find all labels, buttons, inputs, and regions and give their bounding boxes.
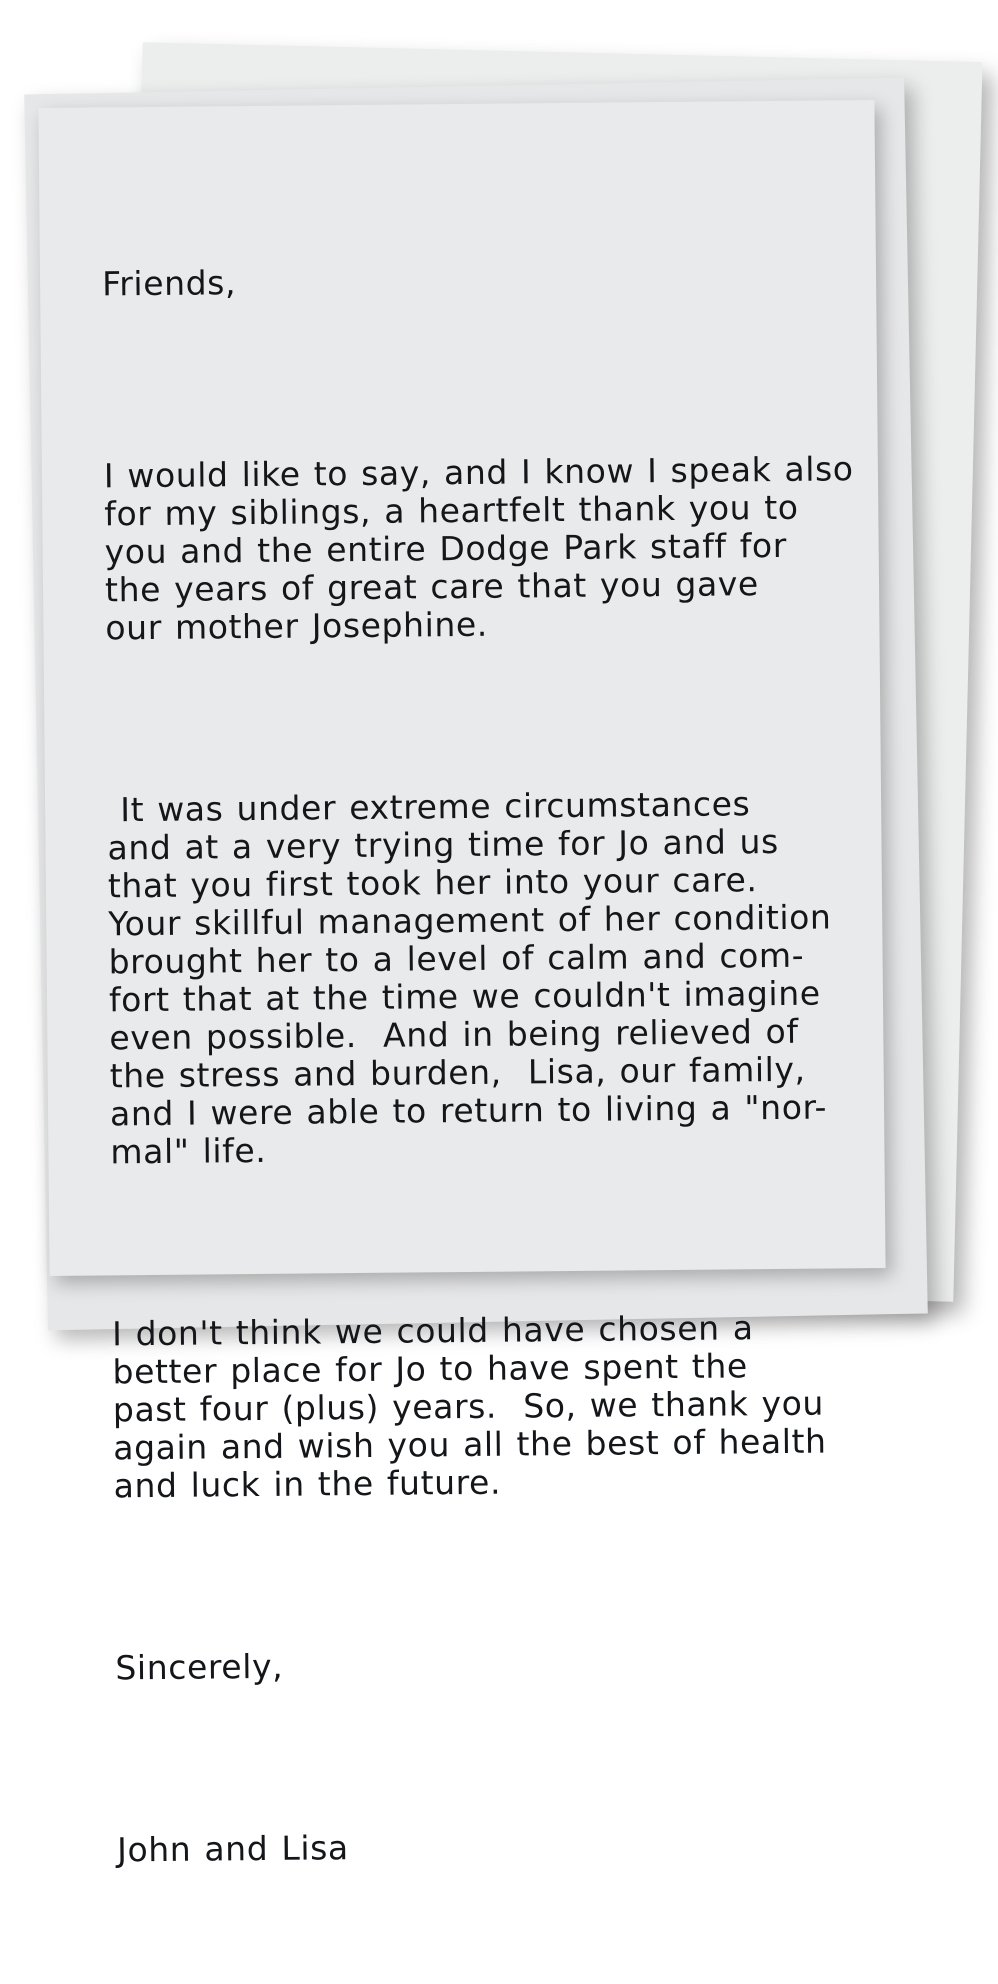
letter-signature: John and Lisa: [116, 1828, 349, 1870]
letter-salutation: Friends,: [101, 263, 237, 304]
letter-paragraph-1: I would like to say, and I know I speak also for my siblings, a heartfelt thank you to you and the entire Dodge Park staff for the years of great care that you gave our mother Josephine.: [103, 449, 854, 648]
letter-paragraph-3: I don't think we could have chosen a better place for Jo to have spent the past four (plus) years. So, we thank you again and wish you all the best of health and luck in the future.: [111, 1308, 827, 1506]
paper-sheet-front: [38, 100, 885, 1870]
letter-closing: Sincerely,: [115, 1646, 284, 1688]
letter-text: [101, 144, 869, 1983]
letter-paragraph-2: It was under extreme circumstances and at a very trying time for Jo and us that you first took her into your care. Your skillful management of her condition brought her to a level of calm and com- fort that at the time we couldn't imagine even possible. And in being relieved of the stress and burden, Lisa, our family, and I were able to return to living a "nor- mal" life.: [106, 784, 832, 1172]
